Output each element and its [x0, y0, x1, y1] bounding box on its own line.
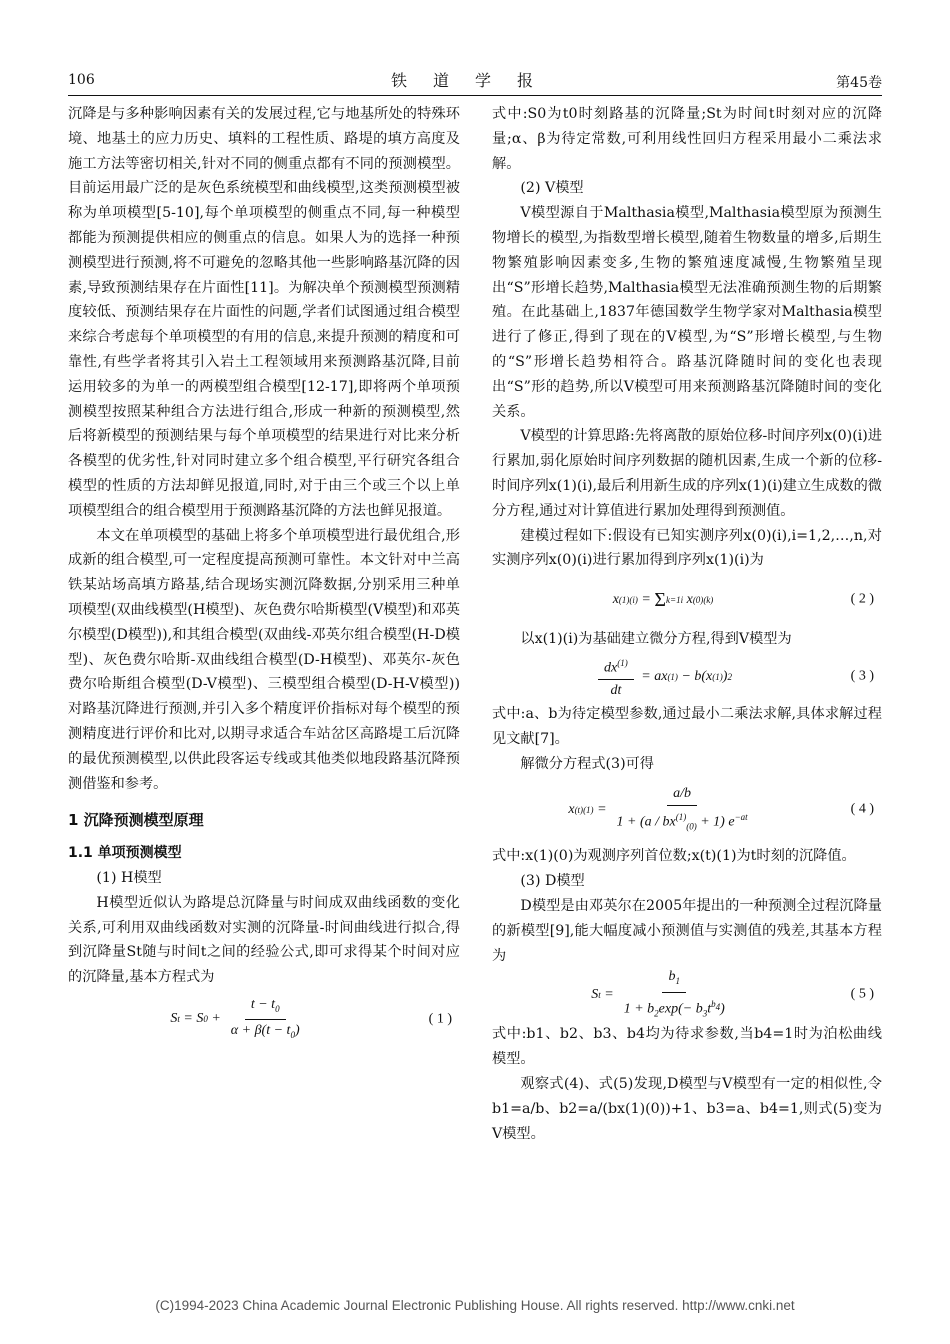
right-paragraph-9: D模型是由邓英尔在2005年提出的一种预测全过程沉降量的新模型[9],能大幅度减小预测值与实测值的残差,其基本方程为 [492, 897, 882, 964]
equation-4-number: ( 4 ) [850, 801, 874, 817]
equation-1: S t = S 0 + $\frac{t - t_0}{\alpha + \beta(t - t_0)}$ ( 1 ) [170, 996, 452, 1041]
page-header [68, 68, 882, 94]
d-model-title: (3) D模型 [520, 873, 585, 890]
left-column [68, 102, 460, 1050]
right-column [492, 102, 882, 1146]
equation-2-number: ( 2 ) [850, 591, 874, 607]
equation-3-number: ( 3 ) [850, 668, 874, 684]
v-model-title: (2) V模型 [520, 180, 584, 197]
section-heading-1: 1 沉降预测模型原理 [68, 811, 204, 830]
equation-2: x (1) (i) = Σ k=1 i x (0) (k) ( 2 ) [612, 588, 874, 611]
equation-4: x (t) (1) = $\frac{a/b}{1 + (a / bx^{(1)}_{(0)} + 1) e^{-at}}$ ( 4 ) [568, 786, 874, 832]
right-paragraph-8: 式中:x(1)(0)为观测序列首位数;x(t)(1)为t时刻的沉降值。 [492, 848, 856, 865]
right-paragraph-4: 建模过程如下:假设有已知实测序列x(0)(i),i=1,2,…,n,对实测序列x(0)(i)进行累加得到序列x(1)(i)为 [492, 527, 882, 569]
right-paragraph-5: 以x(1)(i)为基础建立微分方程,得到V模型为 [520, 631, 792, 648]
right-paragraph-7: 解微分方程式(3)可得 [520, 755, 654, 772]
h-model-title: (1) H模型 [96, 869, 162, 886]
right-paragraph-3: V模型的计算思路:先将离散的原始位移-时间序列x(0)(i)进行累加,弱化原始时间序列数据的随机因素,生成一个新的位移-时间序列x(1)(i),最后利用新生成的序列x(1)(i)建立生成数的微分方程,通过对计算值进行累加处理得到预测值。 [492, 428, 882, 519]
right-paragraph-2: V模型源自于Malthasia模型,Malthasia模型原为预测生物增长的模型,为指数型增长模型,随着生物数量的增多,后期生物繁殖影响因素变多,生物的繁殖速度减慢,生物繁殖呈现出“S”形增长趋势,Malthasia模型无法准确预测生物的后期繁殖。在此基础上,1837年德国数学生物学家对Malthasia模型进行了修正,得到了现在的V模型,为“S”形增长模型,与生物的“S”形增长趋势相符合。路基沉降随时间的变化也表现出“S”形的趋势,所以V模型可用来预测路基沉降随时间的变化关系。 [492, 205, 882, 420]
equation-3: $\frac{dx^{(1)}}{dt}$ = ax (1) − b(x (1) ) 2 ( 3 ) [492, 654, 882, 700]
right-paragraph-10: 式中:b1、b2、b3、b4均为待求参数,当b4=1时为泊松曲线模型。 [492, 1026, 882, 1068]
volume-label: 第45卷 [836, 75, 882, 91]
equation-1-number: ( 1 ) [428, 1011, 452, 1027]
equation-5-number: ( 5 ) [850, 986, 874, 1002]
left-paragraph-1: 沉降是与多种影响因素有关的发展过程,它与地基所处的特殊环境、地基土的应力历史、填料的工程性质、路堤的填方高度及施工方法等密切相关,针对不同的侧重点都有不同的预测模型。目前运用最广泛的是灰色系统模型和曲线模型,这类预测模型被称为单项模型[5-10],每个单项模型的侧重点不同,每一种模型都能为预测提供相应的侧重点的信息。如果人为的选择一种预测模型进行预测,将不可避免的忽略其他一些影响路基沉降的因素,导致预测结果存在片面性[11]。为解决单个预测模型预测精度较低、预测结果存在片面性的问题,学者们试图通过组合模型来综合考虑每个单项模型的有用的信息,来提升预测的精度和可靠性,有些学者将其引入岩土工程领域用来预测路基沉降,目前运用较多的为单一的两模型组合模型[12-17],即将两个单项预测模型按照某种组合方法进行组合,形成一种新的预测模型,然后将新模型的预测结果与每个单项模型的结果进行对比来分析各模型的优劣性,针对同时建立多个组合模型,平行研究各组合模型的性质的方法却鲜见报道,同时,对于由三个或三个以上单项模型组合的组合模型用于预测路基沉降的方法也鲜见报道。 [68, 106, 460, 519]
subsection-heading-1-1: 1.1 单项预测模型 [68, 845, 182, 862]
journal-title: 铁道学报 [390, 71, 559, 90]
left-paragraph-3: H模型近似认为路堤总沉降量与时间成双曲线函数的变化关系,可利用双曲线函数对实测的沉降量-时间曲线进行拟合,得到沉降量St随与时间t之间的经验公式,即可求得某个时间对应的沉降量,基本方程式为 [68, 894, 460, 986]
copyright-footer: (C)1994-2023 China Academic Journal Electronic Publishing House. All rights reserved. http://www.cnki.net [155, 1298, 795, 1313]
equation-5: S t = $\frac{b_1}{1 + b_2\exp(- b_3t^{b_4})}$ ( 5 ) [591, 969, 874, 1019]
right-paragraph-11: 观察式(4)、式(5)发现,D模型与V模型有一定的相似性,令b1=a/b、b2=a/(bx(1)(0))+1、b3=a、b4=1,则式(5)变为V模型。 [492, 1075, 882, 1142]
left-paragraph-2: 本文在单项模型的基础上将多个单项模型进行最优组合,形成新的组合模型,可一定程度提高预测可靠性。本文针对中兰高铁某站场高填方路基,结合现场实测沉降数据,分别采用三种单项模型(双曲线模型(H模型)、灰色费尔哈斯模型(V模型)和邓英尔模型(D模型)),和其组合模型(双曲线-邓英尔组合模型(H-D模型)、灰色费尔哈斯-双曲线组合模型(D-H模型)、邓英尔-灰色费尔哈斯组合模型(D-V模型)、三模型组合模型(D-H-V模型))对路基沉降进行预测,并引入多个精度评价指标对每个模型的预测精度进行评价和比对,以期寻求适合车站岔区高路堤工后沉降的最优预测模型,以供此段客运专线或其他类似地段路基沉降预测借鉴和参考。 [68, 527, 460, 792]
header-rule [68, 95, 882, 96]
right-paragraph-1: 式中:S0为t0时刻路基的沉降量;St为时间t时刻对应的沉降量;α、β为待定常数,可利用线性回归方程采用最小二乘法求解。 [492, 106, 882, 172]
page-number: 106 [68, 72, 95, 88]
right-paragraph-6: 式中:a、b为待定模型参数,通过最小二乘法求解,具体求解过程见文献[7]。 [492, 705, 882, 747]
